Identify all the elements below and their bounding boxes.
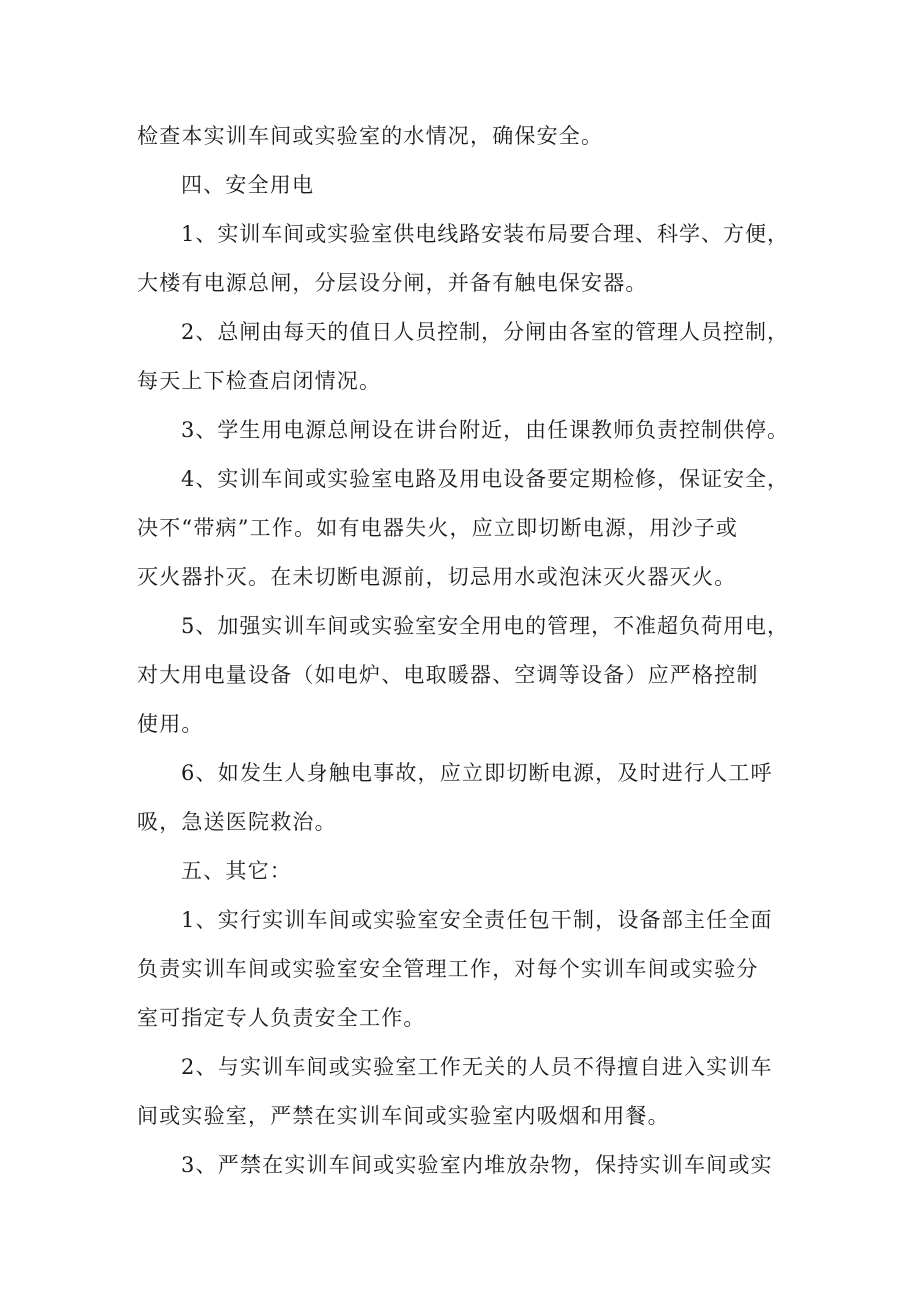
- body-text-line: 1、实训车间或实验室供电线路安装布局要合理、科学、方便，: [181, 222, 789, 246]
- body-text-line: 检查本实训车间或实验室的水情况，确保安全。: [137, 124, 604, 148]
- section-heading-safe-electricity: 四、安全用电: [181, 173, 315, 197]
- body-text-line: 4、实训车间或实验室电路及用电设备要定期检修，保证安全，: [181, 467, 789, 491]
- body-text-line: 吸，急送医院救治。: [137, 810, 337, 834]
- body-text-line: 决不“带病”工作。如有电器失火，应立即切断电源，用沙子或: [137, 516, 739, 540]
- body-text-line: 6、如发生人身触电事故，应立即切断电源，及时进行人工呼: [181, 761, 773, 785]
- body-text-line: 对大用电量设备（如电炉、电取暖器、空调等设备）应严格控制: [137, 663, 759, 687]
- body-text-line: 负责实训车间或实验室安全管理工作，对每个实训车间或实验分: [137, 957, 759, 981]
- body-text-line: 2、总闸由每天的值日人员控制，分闸由各室的管理人员控制，: [181, 320, 789, 344]
- body-text-line: 间或实验室，严禁在实训车间或实验室内吸烟和用餐。: [137, 1104, 670, 1128]
- body-text-line: 每天上下检查启闭情况。: [137, 369, 382, 393]
- body-text-line: 5、加强实训车间或实验室安全用电的管理，不准超负荷用电，: [181, 614, 789, 638]
- body-text-line: 室可指定专人负责安全工作。: [137, 1006, 426, 1030]
- body-text-line: 使用。: [137, 712, 204, 736]
- body-text-line: 大楼有电源总闸，分层设分闸，并备有触电保安器。: [137, 271, 648, 295]
- body-text-line: 灭火器扑灭。在未切断电源前，切忌用水或泡沫灭火器灭火。: [137, 565, 737, 589]
- body-text-line: 1、实行实训车间或实验室安全责任包干制，设备部主任全面: [181, 908, 773, 932]
- body-text-line: 3、严禁在实训车间或实验室内堆放杂物，保持实训车间或实: [181, 1153, 773, 1177]
- body-text-line: 3、学生用电源总闸设在讲台附近，由任课教师负责控制供停。: [181, 418, 789, 442]
- body-text-line: 2、与实训车间或实验室工作无关的人员不得擅自进入实训车: [181, 1055, 773, 1079]
- section-heading-other: 五、其它：: [181, 859, 292, 883]
